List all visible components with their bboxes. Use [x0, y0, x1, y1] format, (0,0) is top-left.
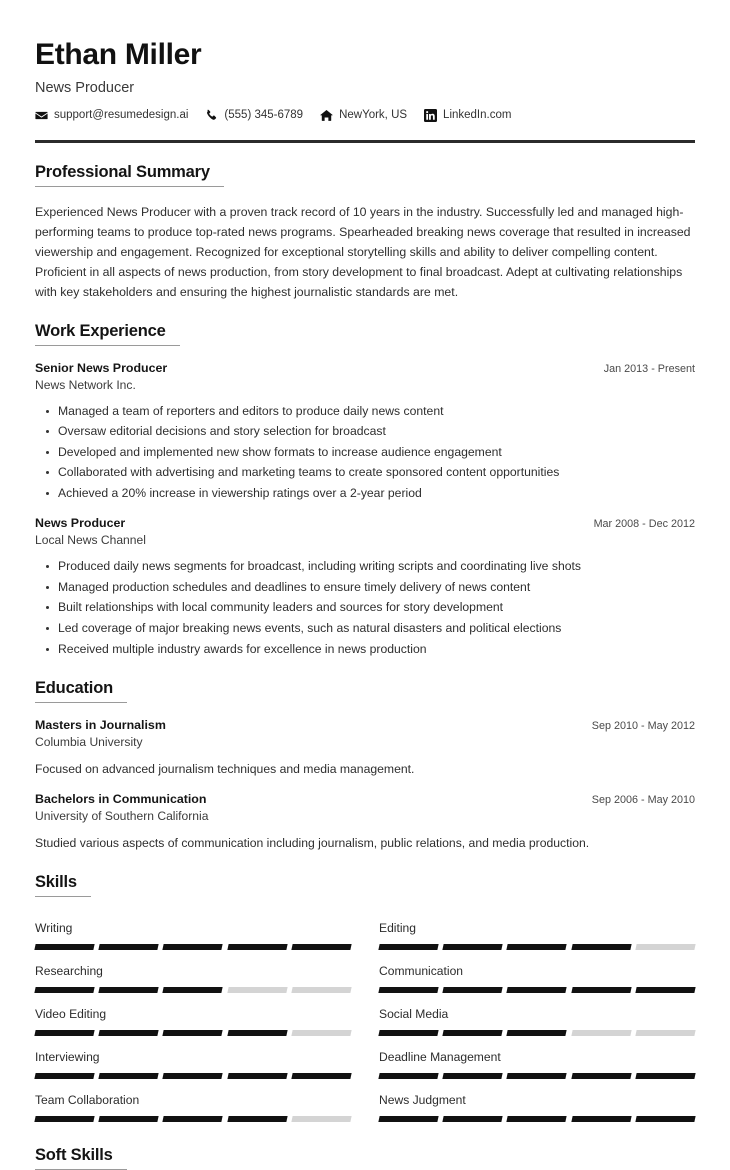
list-item: Achieved a 20% increase in viewership ratings over a 2-year period [58, 483, 695, 504]
skill-rating-segment [34, 987, 94, 993]
skill-rating-segment [571, 987, 631, 993]
section-title-skills: Skills [35, 873, 91, 897]
skill-rating-segment [227, 1073, 287, 1079]
skill-rating-segment [443, 944, 503, 950]
section-title-work-experience: Work Experience [35, 322, 180, 346]
skill-rating-bar [379, 1030, 695, 1036]
section-work-experience [35, 322, 695, 659]
skill-label: Team Collaboration [35, 1092, 140, 1107]
list-item: Managed production schedules and deadlines to ensure timely delivery of news content [58, 577, 695, 598]
skill-rating-bar [35, 1073, 351, 1079]
skill-item [35, 954, 351, 997]
skill-label: Editing [379, 920, 416, 935]
skill-rating-bar [379, 1116, 695, 1122]
skill-rating-segment [378, 1116, 438, 1122]
education-entry-school: Columbia University [35, 735, 143, 750]
skill-rating-segment [34, 1116, 94, 1122]
skill-label: Deadline Management [379, 1049, 501, 1064]
skill-item [35, 1083, 351, 1126]
skills-grid [35, 911, 695, 1126]
skill-rating-bar [379, 987, 695, 993]
skill-rating-segment [99, 987, 159, 993]
skill-rating-segment [507, 1073, 567, 1079]
contact-linkedin[interactable] [424, 109, 511, 122]
header-divider [35, 140, 695, 143]
skill-rating-segment [34, 944, 94, 950]
skill-label: Communication [379, 963, 464, 978]
skill-rating-segment [635, 1073, 695, 1079]
skill-rating-segment [99, 1030, 159, 1036]
skill-item [35, 1040, 351, 1083]
education-entry-head [35, 792, 695, 806]
home-icon [320, 109, 333, 122]
skill-rating-segment [163, 987, 223, 993]
skill-rating-segment [34, 1073, 94, 1079]
skill-label: Writing [35, 920, 73, 935]
skill-rating-segment [507, 944, 567, 950]
skill-rating-segment [291, 1030, 351, 1036]
skill-rating-segment [99, 1116, 159, 1122]
skill-rating-bar [379, 944, 695, 950]
skill-rating-segment [507, 1030, 567, 1036]
skill-rating-segment [99, 944, 159, 950]
skill-rating-bar [35, 987, 351, 993]
skill-rating-bar [35, 1116, 351, 1122]
skill-rating-bar [35, 944, 351, 950]
education-entry-degree: Masters in Journalism [35, 718, 166, 733]
list-item: Produced daily news segments for broadcast, including writing scripts and coordinating live shots [58, 556, 695, 577]
skill-rating-segment [378, 1030, 438, 1036]
skill-rating-segment [443, 1030, 503, 1036]
education-entry-school: University of Southern California [35, 809, 209, 824]
section-professional-summary [35, 163, 695, 302]
skill-rating-segment [227, 944, 287, 950]
skill-rating-segment [291, 1116, 351, 1122]
contact-email[interactable] [35, 109, 188, 122]
skill-rating-segment [291, 987, 351, 993]
section-title-professional-summary: Professional Summary [35, 163, 224, 187]
skill-item [379, 1040, 695, 1083]
skill-rating-segment [291, 1073, 351, 1079]
skill-rating-segment [378, 1073, 438, 1079]
skill-rating-bar [379, 1073, 695, 1079]
contact-email-text: support@resumedesign.ai [54, 109, 189, 121]
skill-item [379, 911, 695, 954]
work-entry-bullets [35, 401, 695, 504]
contact-phone[interactable] [205, 109, 303, 122]
contact-row [35, 109, 695, 122]
resume-header [35, 38, 695, 143]
education-entry-description: Studied various aspects of communication including journalism, public relations, and media production. [35, 836, 590, 851]
skill-rating-segment [227, 1030, 287, 1036]
candidate-job-title: News Producer [35, 79, 135, 96]
skill-rating-segment [163, 1116, 223, 1122]
skill-rating-segment [378, 987, 438, 993]
linkedin-icon [424, 109, 437, 122]
skill-item [35, 911, 351, 954]
skill-rating-segment [378, 944, 438, 950]
work-entry-bullets [35, 556, 695, 659]
candidate-name: Ethan Miller [35, 38, 202, 71]
list-item: Built relationships with local community leaders and sources for story development [58, 597, 695, 618]
skill-rating-segment [443, 1116, 503, 1122]
skill-rating-segment [163, 1073, 223, 1079]
work-entry [35, 516, 695, 659]
skill-rating-segment [571, 1073, 631, 1079]
section-education [35, 679, 695, 853]
contact-location-text: NewYork, US [339, 109, 408, 121]
professional-summary-text: Experienced News Producer with a proven track record of 10 years in the industry. Successfully led and managed high-performing teams to produce top-rated news programs. Spearheaded breaking news coverage that resulted in increased viewership and engagement. Recognized for exceptional storytelling skills and ability to deliver compelling content. Proficient in all aspects of news production, from story development to final broadcast. Adept at cultivating relationships with key stakeholders and ensuring the highest journalistic standards are met. [35, 204, 691, 299]
work-entry-head [35, 516, 695, 530]
section-title-soft-skills: Soft Skills [35, 1146, 127, 1170]
skill-item [379, 997, 695, 1040]
section-soft-skills [35, 1146, 695, 1170]
skill-item [379, 1083, 695, 1126]
contact-linkedin-text: LinkedIn.com [443, 109, 512, 121]
skill-rating-segment [571, 944, 631, 950]
work-entry-company: News Network Inc. [35, 377, 136, 392]
skill-rating-segment [635, 944, 695, 950]
skill-label: Social Media [379, 1006, 449, 1021]
education-entry [35, 718, 695, 779]
skill-rating-segment [34, 1030, 94, 1036]
envelope-icon [35, 109, 48, 122]
skill-rating-segment [571, 1030, 631, 1036]
education-entry-date: Sep 2010 - May 2012 [591, 720, 695, 733]
work-entry-title: Senior News Producer [35, 360, 168, 375]
skill-rating-segment [507, 987, 567, 993]
list-item: Managed a team of reporters and editors to produce daily news content [58, 401, 695, 422]
list-item: Oversaw editorial decisions and story selection for broadcast [58, 421, 695, 442]
skill-label: Interviewing [35, 1049, 100, 1064]
list-item: Led coverage of major breaking news events, such as natural disasters and political elections [58, 618, 695, 639]
skill-rating-segment [227, 1116, 287, 1122]
list-item: Collaborated with advertising and marketing teams to create sponsored content opportunities [58, 462, 695, 483]
work-entry-date: Mar 2008 - Dec 2012 [593, 518, 695, 531]
skill-rating-segment [507, 1116, 567, 1122]
skill-item [35, 997, 351, 1040]
education-entry-degree: Bachelors in Communication [35, 792, 207, 807]
section-title-education: Education [35, 679, 127, 703]
skill-rating-bar [35, 1030, 351, 1036]
contact-phone-text: (555) 345-6789 [224, 109, 304, 121]
skill-rating-segment [635, 1030, 695, 1036]
education-entry-description: Focused on advanced journalism techniques and media management. [35, 762, 415, 777]
work-entry-date: Jan 2013 - Present [603, 362, 695, 375]
contact-location[interactable] [320, 109, 407, 122]
skill-rating-segment [571, 1116, 631, 1122]
skill-rating-segment [227, 987, 287, 993]
skill-rating-segment [291, 944, 351, 950]
section-skills [35, 873, 695, 1126]
phone-icon [205, 109, 218, 122]
work-entry-head [35, 361, 695, 375]
skill-rating-segment [99, 1073, 159, 1079]
skill-rating-segment [163, 944, 223, 950]
skill-rating-segment [443, 1073, 503, 1079]
education-entry [35, 792, 695, 853]
skill-item [379, 954, 695, 997]
skill-rating-segment [163, 1030, 223, 1036]
skill-rating-segment [443, 987, 503, 993]
list-item: Developed and implemented new show formats to increase audience engagement [58, 442, 695, 463]
work-entry-company: Local News Channel [35, 533, 146, 548]
skill-label: Video Editing [35, 1006, 107, 1021]
education-entry-date: Sep 2006 - May 2010 [591, 794, 695, 807]
skill-label: News Judgment [379, 1092, 466, 1107]
skill-label: Researching [35, 963, 103, 978]
work-entry-title: News Producer [35, 516, 126, 531]
education-entry-head [35, 718, 695, 732]
skill-rating-segment [635, 987, 695, 993]
skill-rating-segment [635, 1116, 695, 1122]
list-item: Received multiple industry awards for excellence in news production [58, 639, 695, 660]
work-entry [35, 361, 695, 504]
